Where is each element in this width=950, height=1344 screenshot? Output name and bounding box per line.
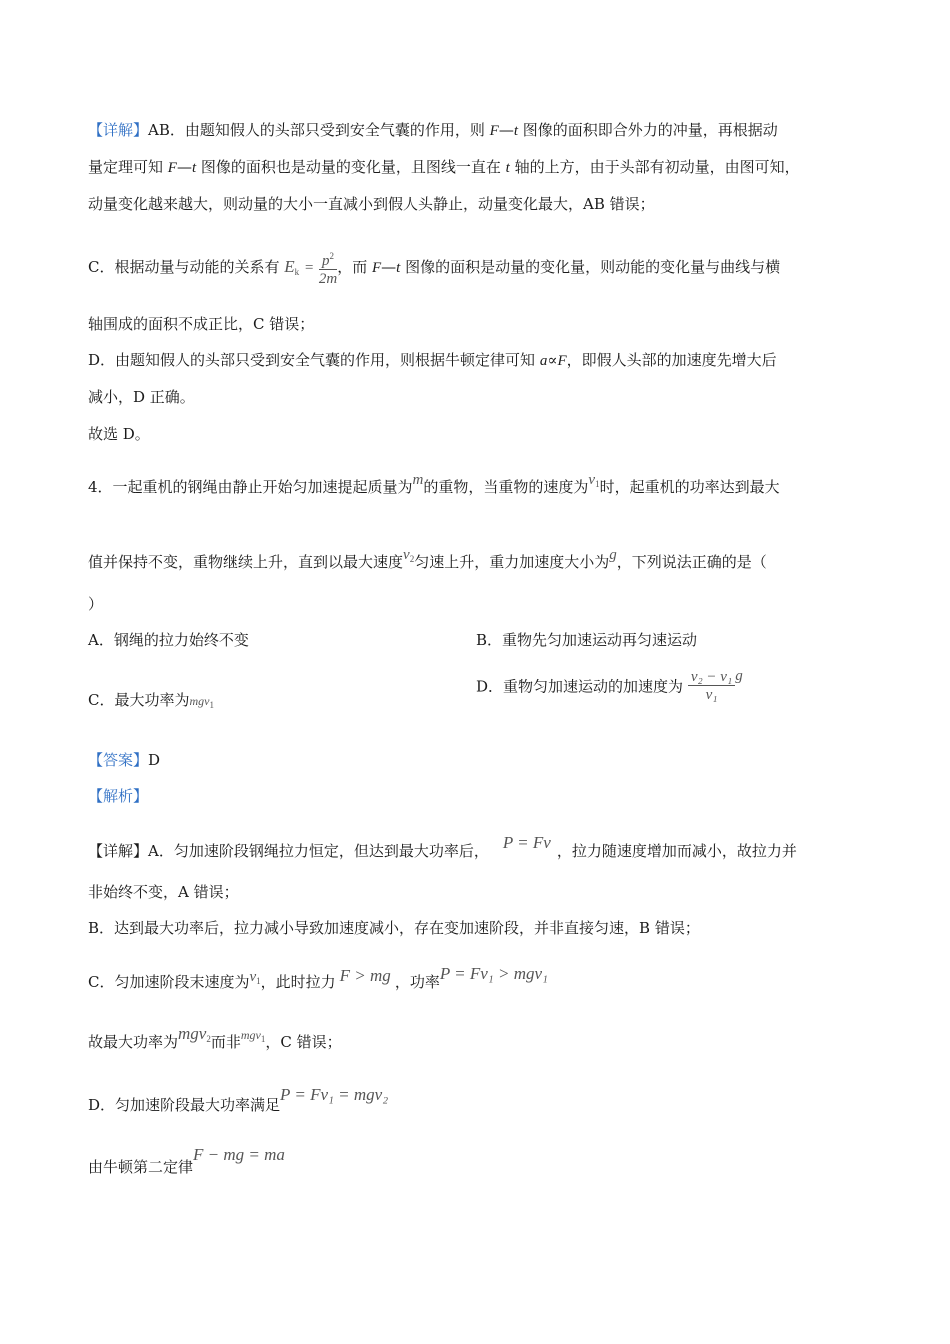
answer-value: D xyxy=(148,751,161,769)
fraction: $\frac{p^2}{2m}$ xyxy=(319,248,337,288)
detail-line xyxy=(88,1085,388,1115)
var-f: F xyxy=(489,123,499,139)
text-span: C．最大功率为 xyxy=(88,691,190,709)
text-span: AB．由题知假人的头部只受到安全气囊的作用，则 xyxy=(148,121,490,139)
text-span: ，即假人头部的加速度先增大后 xyxy=(566,351,777,369)
var-m: m xyxy=(412,472,424,488)
text-line: 动量变化越来越大，则动量的大小一直减小到假人头静止，动量变化最大，AB 错误； xyxy=(88,195,655,213)
ek-symbol: $E_k$ xyxy=(284,257,300,277)
detail-line: 非始终不变，A 错误； xyxy=(88,883,239,901)
detail-line xyxy=(88,833,797,861)
text-line xyxy=(88,120,778,141)
question-line xyxy=(88,470,780,497)
text-span: 而非 xyxy=(210,1033,241,1051)
text-span: 匀速上升，重力加速度大小为 xyxy=(414,553,610,571)
answer-line xyxy=(88,750,160,770)
equation: F − mg = ma xyxy=(193,1145,285,1164)
text-line: 减小，D 正确。 xyxy=(88,388,195,406)
option-c xyxy=(88,690,214,715)
text-span: ，C 错误； xyxy=(265,1033,342,1051)
var-t: t xyxy=(191,160,197,176)
text-span: 量定理可知 xyxy=(88,158,168,176)
detail-line xyxy=(88,1024,342,1052)
var-v1: $v_1$ xyxy=(588,472,600,489)
equation: F > mg xyxy=(339,966,391,985)
answer-label: 【答案】 xyxy=(88,751,149,769)
equation: P = Fv xyxy=(502,833,551,852)
text-span: D．匀加速阶段最大功率满足 xyxy=(88,1096,281,1114)
analysis-label: 【解析】 xyxy=(88,787,149,805)
equation: mgv$_2$ xyxy=(178,1024,211,1044)
var-v2: $v_2$ xyxy=(403,547,415,564)
text-span: ，下列说法正确的是（ xyxy=(616,553,767,571)
dash: — xyxy=(176,158,192,176)
equation: P = Fv₁ = mgv₂ xyxy=(280,1085,389,1104)
text-span: 的重物，当重物的速度为 xyxy=(423,478,589,496)
option-d xyxy=(476,668,743,704)
var-t: t xyxy=(396,260,401,276)
dash: — xyxy=(381,258,397,276)
question-line: ） xyxy=(88,595,104,613)
text-line xyxy=(88,248,780,288)
var-t: t xyxy=(505,160,510,176)
text-span: D．重物匀加速运动的加速度为 xyxy=(476,677,684,696)
fraction: $\frac{\text{v₂ − v₁}}{\text{v₁}}$ xyxy=(688,669,735,704)
text-span: 值并保持不变，重物继续上升，直到以最大速度 xyxy=(88,553,404,571)
text-line: 轴围成的面积不成正比，C 错误； xyxy=(88,315,315,333)
text-line: 故选 D。 xyxy=(88,425,150,443)
var-g: g xyxy=(735,668,743,684)
var-a: a xyxy=(539,353,548,369)
option-b: B．重物先匀加速运动再匀速运动 xyxy=(476,631,698,649)
text-span: A．匀加速阶段钢绳拉力恒定，但达到最大功率后， xyxy=(148,842,489,860)
equation: mgv1 xyxy=(240,1028,266,1044)
option-c-expr: mgv$_1$ xyxy=(189,694,214,710)
text-span: 4．一起重机的钢绳由静止开始匀加速提起质量为 xyxy=(88,478,413,496)
text-span: 时，起重机的功率达到最大 xyxy=(599,478,780,496)
text-span: 图像的面积即合外力的冲量，再根据动 xyxy=(518,121,778,139)
equation: P = Fv₁ > mgv₁ xyxy=(439,964,548,983)
dash: — xyxy=(498,121,514,139)
question-line xyxy=(88,545,767,572)
var-f: F xyxy=(371,260,382,276)
text-span: 由牛顿第二定律 xyxy=(88,1158,194,1176)
text-span: C．匀加速阶段末速度为 xyxy=(88,973,250,991)
text-span: ，功率 xyxy=(394,973,440,991)
var-g: g xyxy=(609,547,617,563)
var-f: F xyxy=(557,353,567,369)
text-span: D．由题知假人的头部只受到安全气囊的作用，则根据牛顿定律可知 xyxy=(88,351,540,369)
detail-line: B．达到最大功率后，拉力减小导致加速度减小，存在变加速阶段，并非直接匀速，B 错误； xyxy=(88,919,700,937)
text-span: C．根据动量与动能的关系有 xyxy=(88,258,280,276)
text-line xyxy=(88,350,777,371)
text-line xyxy=(88,157,800,178)
text-span: 图像的面积是动量的变化量，则动能的变化量与曲线与横 xyxy=(400,258,781,276)
equals-sign: = xyxy=(303,260,315,276)
text-span: 图像的面积也是动量的变化量，且图线一直在 xyxy=(196,158,506,176)
var-t: t xyxy=(513,123,518,139)
detail-label: 【详解】 xyxy=(88,121,149,139)
text-span: ，而 xyxy=(337,258,372,276)
text-span: 轴的上方，由于头部有初动量，由图可知， xyxy=(509,158,800,176)
text-span: 故最大功率为 xyxy=(88,1033,179,1051)
detail-line xyxy=(88,1145,285,1177)
option-a: A．钢绳的拉力始终不变 xyxy=(88,631,249,649)
var-v1: $v_1$ xyxy=(249,969,261,986)
var-f: F xyxy=(167,160,177,176)
detail-label: 【详解】 xyxy=(88,842,149,860)
detail-line xyxy=(88,964,548,992)
text-span: ，此时拉力 xyxy=(260,973,336,991)
text-span: ，拉力随速度增加而减小，故拉力并 xyxy=(556,842,797,860)
proportional-sign: ∝ xyxy=(547,351,558,369)
